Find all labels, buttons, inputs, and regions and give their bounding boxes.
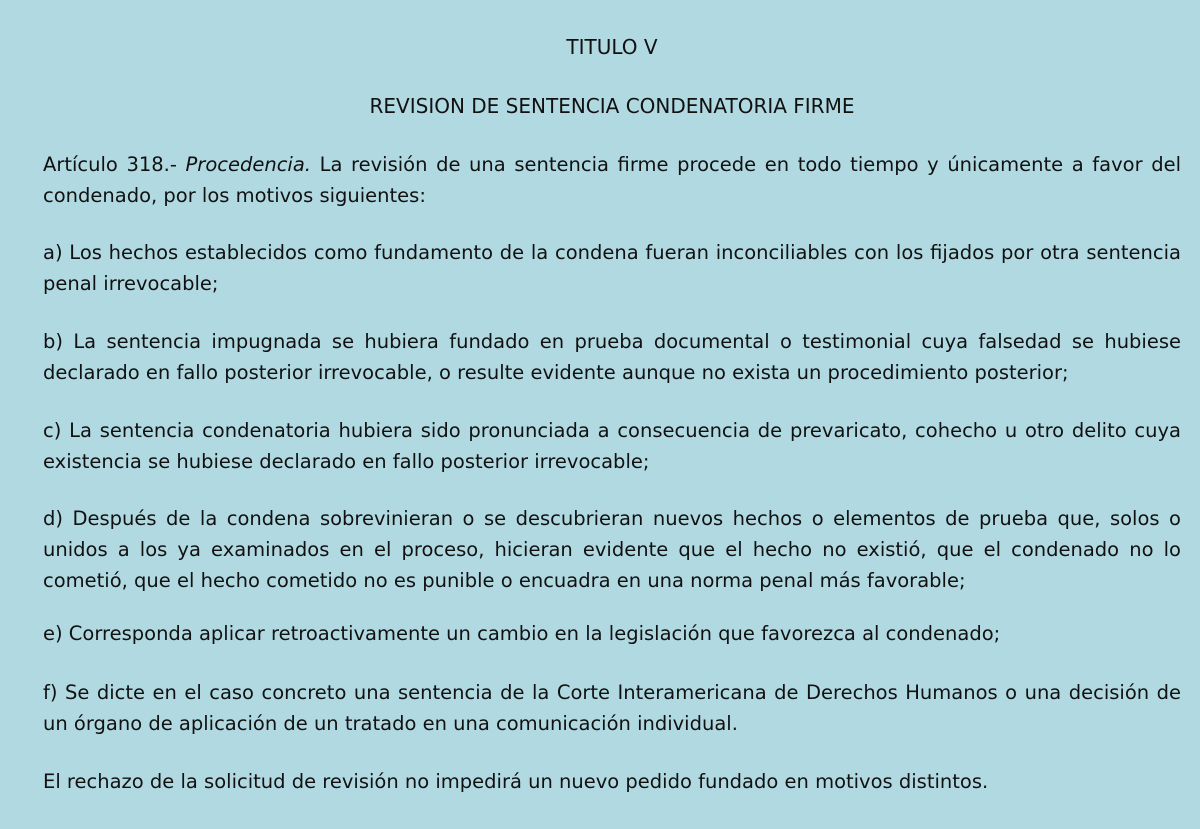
document-subtitle: REVISION DE SENTENCIA CONDENATORIA FIRME (369, 94, 855, 118)
article-heading: Procedencia. (185, 153, 311, 176)
list-item-f: f) Se dicte en el caso concreto una sentencia de la Corte Interamericana de Derechos Humanos o una decisión de un órgano de aplicación de un tratado en una comunicación individual. (43, 681, 1181, 735)
closing-paragraph: El rechazo de la solicitud de revisión no impedirá un nuevo pedido fundado en motivos distintos. (43, 770, 989, 793)
article-intro-paragraph (43, 149, 1181, 211)
list-item-d: d) Después de la condena sobrevinieran o se descubrieran nuevos hechos o elementos de prueba que, solos o unidos a los ya examinados en el proceso, hicieran evidente que el hecho no existió, que el condenado no lo cometió, que el hecho cometido no es punible o encuadra en una norma penal más favorable; (43, 507, 1181, 592)
article-number: Artículo 318.- (43, 153, 177, 176)
list-item-c: c) La sentencia condenatoria hubiera sido pronunciada a consecuencia de prevaricato, cohecho u otro delito cuya existencia se hubiese declarado en fallo posterior irrevocable; (43, 419, 1181, 473)
list-item-b: b) La sentencia impugnada se hubiera fundado en prueba documental o testimonial cuya falsedad se hubiese declarado en fallo posterior irrevocable, o resulte evidente aunque no exista un procedimiento posterior; (43, 330, 1181, 384)
document-title: TITULO V (566, 35, 658, 59)
article-intro: La revisión de una sentencia firme procede en todo tiempo y únicamente a favor del condenado, por los motivos siguientes: (43, 153, 1181, 207)
list-item-a: a) Los hechos establecidos como fundamento de la condena fueran inconciliables con los fijados por otra sentencia penal irrevocable; (43, 241, 1181, 295)
list-item-e: e) Corresponda aplicar retroactivamente un cambio en la legislación que favorezca al condenado; (43, 622, 1001, 645)
